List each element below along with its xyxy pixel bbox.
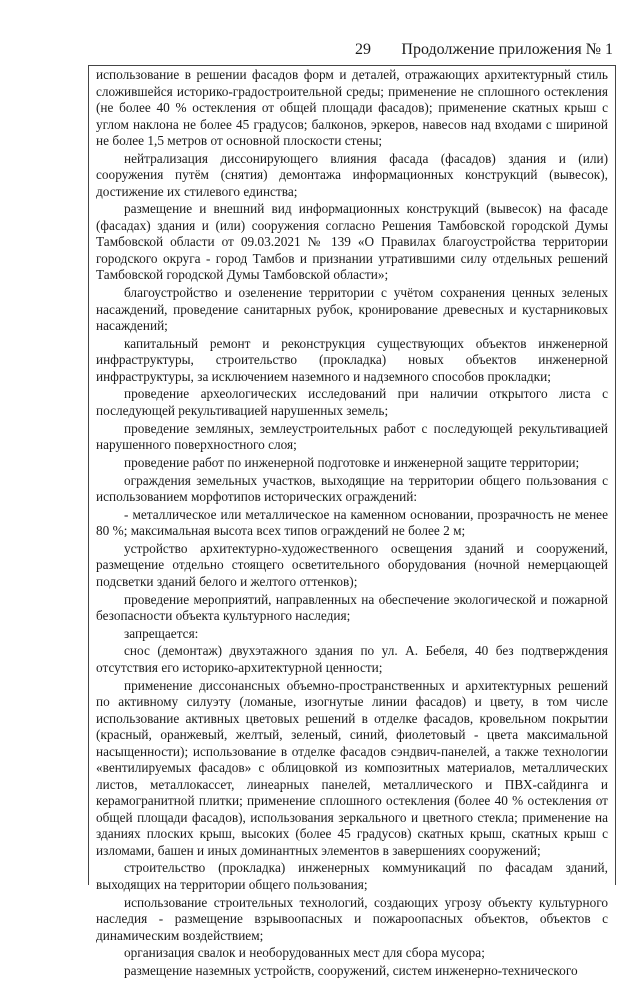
paragraph: размещение и внешний вид информационных конструкций (вывесок) на фасаде (фасадах) здания и (или) сооружения согласно Решения Тамбовской городской Думы Тамбовской области от 09.03.2021 № 139 «О Правилах благоустройства территории городского округа - город Тамбов и признании утратившими силу отдельных решений Тамбовской городской Думы Тамбовской области»;: [96, 201, 608, 283]
page-number: 29: [355, 41, 371, 58]
paragraph: проведение работ по инженерной подготовке и инженерной защите территории;: [124, 454, 580, 470]
page-header: [0, 40, 640, 60]
paragraph: использование строительных технологий, создающих угрозу объекту культурного наследия - размещение взрывоопасных и пожароопасных объектов, объектов с динамическим воздействием;: [96, 894, 608, 943]
paragraph: капитальный ремонт и реконструкция существующих объектов инженерной инфраструктуры, строительство (прокладка) новых объектов инженерной инфраструктуры, за исключением наземного и надземного способов прокладки;: [96, 335, 608, 384]
paragraph: снос (демонтаж) двухэтажного здания по ул. А. Бебеля, 40 без подтверждения отсутствия его историко-архитектурной ценности;: [96, 643, 608, 675]
paragraph: строительство (прокладка) инженерных коммуникаций по фасадам зданий, выходящих на территории общего пользования;: [96, 860, 608, 892]
paragraph: - металлическое или металлическое на каменном основании, прозрачность не менее 80 %; максимальная высота всех типов ограждений не более 2 м;: [96, 506, 608, 539]
paragraph: благоустройство и озеленение территории с учётом сохранения ценных зеленых насаждений, проведение санитарных рубок, кронирование древесных и кустарниковых насаждений;: [96, 285, 608, 334]
paragraph: размещение наземных устройств, сооружений, систем инженерно-технического: [124, 962, 578, 978]
paragraph: нейтрализация диссонирующего влияния фасада (фасадов) здания и (или) сооружения путём (снятия) демонтажа информационных конструкций (вывесок), достижение их стилевого единства;: [96, 150, 608, 199]
paragraph: проведение археологических исследований при наличии открытого листа с последующей рекультивацией нарушенных земель;: [96, 386, 608, 418]
paragraph: запрещается:: [124, 625, 199, 641]
text-frame: [88, 65, 616, 978]
paragraph: ограждения земельных участков, выходящие на территории общего пользования с использованием морфотипов исторических ограждений:: [96, 472, 608, 504]
paragraph: проведение мероприятий, направленных на обеспечение экологической и пожарной безопасности объекта культурного наследия;: [96, 591, 608, 624]
paragraph: использование в решении фасадов форм и деталей, отражающих архитектурный стиль сложившейся историко-градостроительной среды; применение не сплошного остекления (не более 40 % остекления от общей площади фасадов); применение скатных крыш с углом наклона не более 45 градусов; балконов, эркеров, навесов над входами с шириной не более 1,5 метров от основной плоскости стены;: [96, 67, 608, 148]
document-body: [96, 67, 608, 981]
appendix-title: Продолжение приложения № 1: [401, 41, 613, 58]
paragraph: устройство архитектурно-художественного освещения зданий и сооружений, размещение отдельно стоящего осветительного оборудования (ночной немерцающей подсветки зданий белого и желтого оттенков);: [96, 540, 608, 589]
paragraph: организация свалок и необорудованных мест для сбора мусора;: [124, 945, 485, 961]
paragraph: проведение земляных, землеустроительных работ с последующей рекультивацией нарушенного поверхностного слоя;: [96, 420, 608, 453]
paragraph: применение диссонансных объемно-пространственных и архитектурных решений по активному силуэту (ломаные, изогнутые линии фасадов) и цвету, в том числе использование активных цветовых решений в отделке фасадов, кровельном покрытии (красный, оранжевый, желтый, зеленый, синий, фиолетовый - цвета максимальной насыщенности); использование в отделке фасадов сэндвич-панелей, а также технологии «вентилируемых фасадов» с облицовкой из композитных материалов, металлических листов, металлокассет, линеарных панелей, металлического и ПВХ-сайдинга и керамогранитной плитки; применение сплошного остекления (более 40 % остекления от общей площади фасадов), использования зеркального и цветного стекла; применение на зданиях плоских крыш, высоких (более 45 градусов) скатных крыш, скатных крыш с изломами, башен и иных доминантных элементов в завершениях сооружений;: [96, 677, 608, 858]
